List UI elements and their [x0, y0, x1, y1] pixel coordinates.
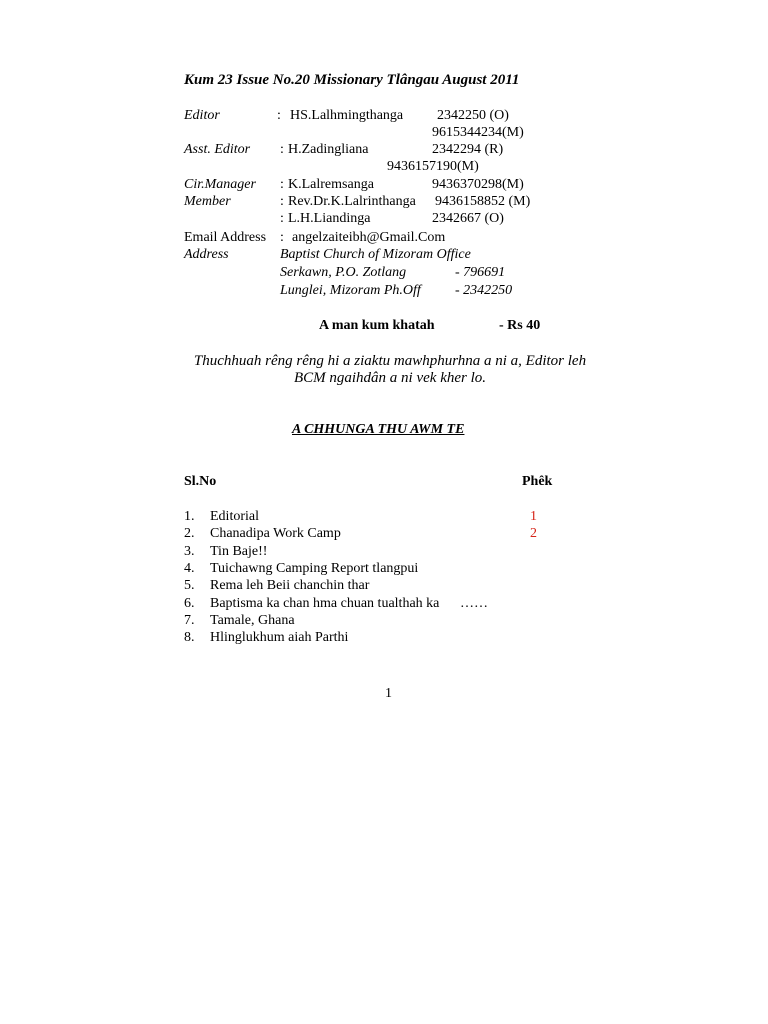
address-pin-code: - 796691	[455, 265, 506, 280]
editor-name: HS.Lalhmingthanga	[290, 108, 404, 123]
list-item-title: Rema leh Beii chanchin thar	[210, 578, 370, 593]
editor-separator: :	[277, 108, 281, 123]
member-name-2: L.H.Liandinga	[288, 211, 371, 226]
list-item-title: Baptisma ka chan hma chuan tualthah ka	[210, 596, 440, 611]
member-phone-2: 2342667 (O)	[432, 211, 504, 226]
address-office-phone: - 2342250	[455, 283, 513, 298]
cir-manager-name: K.Lalremsanga	[288, 177, 374, 192]
list-item-number: 7.	[184, 613, 195, 628]
column-header-page: Phêk	[522, 474, 553, 489]
cir-manager-separator: :	[280, 177, 284, 192]
editor-phone-office: 2342250 (O)	[437, 108, 509, 123]
page-number: 1	[385, 686, 392, 701]
list-item-number: 5.	[184, 578, 195, 593]
list-item-number: 2.	[184, 526, 195, 541]
list-item-number: 1.	[184, 509, 195, 524]
member-name-1: Rev.Dr.K.Lalrinthanga	[288, 194, 416, 209]
list-item-title: Chanadipa Work Camp	[210, 526, 341, 541]
contents-heading: A CHHUNGA THU AWM TE	[292, 422, 465, 437]
disclaimer-line-2: BCM ngaihdân a ni vek kher lo.	[293, 370, 487, 386]
subscription-label: A man kum khatah	[319, 318, 435, 333]
list-item-title: Tuichawng Camping Report tlangpui	[210, 561, 419, 576]
member-separator-2: :	[280, 211, 284, 226]
column-header-slno: Sl.No	[184, 474, 217, 489]
asst-editor-name: H.Zadingliana	[288, 142, 369, 157]
list-item-title: Tamale, Ghana	[210, 613, 295, 628]
list-item-page: 1	[530, 509, 537, 524]
asst-editor-phone-mobile: 9436157190(M)	[387, 159, 479, 174]
member-separator: :	[280, 194, 284, 209]
cir-manager-label: Cir.Manager	[184, 177, 256, 192]
email-separator: :	[280, 230, 284, 245]
email-label: Email Address	[184, 230, 267, 245]
member-label: Member	[184, 194, 231, 209]
asst-editor-phone-residence: 2342294 (R)	[432, 142, 504, 157]
cir-manager-phone: 9436370298(M)	[432, 177, 524, 192]
list-item-title: Hlinglukhum aiah Parthi	[210, 630, 349, 645]
list-item-page: 2	[530, 526, 537, 541]
list-item-number: 4.	[184, 561, 195, 576]
list-item-title: Editorial	[210, 509, 259, 524]
asst-editor-separator: :	[280, 142, 284, 157]
list-item-number: 6.	[184, 596, 195, 611]
editor-label: Editor	[184, 108, 220, 123]
disclaimer-line-1: Thuchhuah rêng rêng hi a ziaktu mawhphurhna a ni a, Editor leh	[193, 353, 587, 369]
address-label: Address	[184, 247, 229, 262]
issue-title: Kum 23 Issue No.20 Missionary Tlângau August 2011	[184, 72, 520, 88]
list-item-title: Tin Baje!!	[210, 544, 268, 559]
editor-phone-mobile: 9615344234(M)	[432, 125, 524, 140]
address-line-2: Serkawn, P.O. Zotlang	[280, 265, 407, 280]
email-value: angelzaiteibh@Gmail.Com	[292, 230, 446, 245]
member-phone-1: 9436158852 (M)	[435, 194, 531, 209]
subscription-price: - Rs 40	[499, 318, 541, 333]
list-item-number: 3.	[184, 544, 195, 559]
asst-editor-label: Asst. Editor	[184, 142, 251, 157]
list-item-number: 8.	[184, 630, 195, 645]
address-line-1: Baptist Church of Mizoram Office	[280, 247, 471, 262]
address-line-3: Lunglei, Mizoram Ph.Off	[280, 283, 421, 298]
list-item-ellipsis: ……	[460, 596, 488, 611]
